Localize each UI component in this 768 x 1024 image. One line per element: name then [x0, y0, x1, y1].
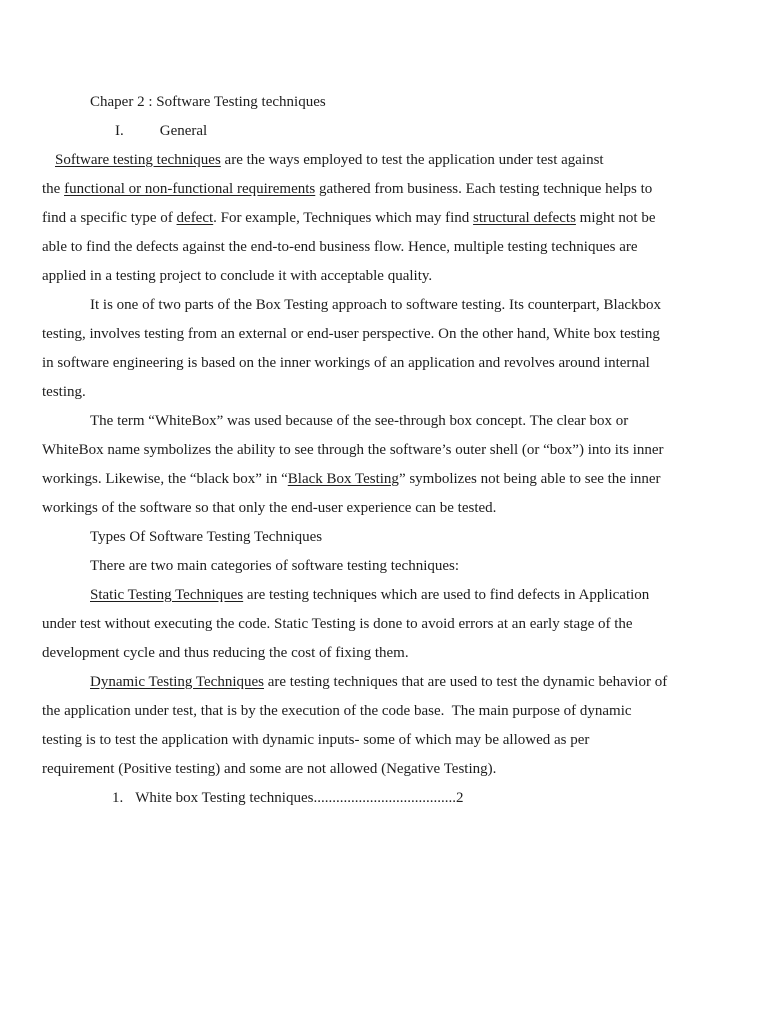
text-segment: testing is to test the application with dynamic inputs- some of which may be allowed as per	[42, 732, 590, 748]
underlined-text-segment: Software testing techniques	[55, 152, 221, 168]
text-segment: workings. Likewise, the “black box” in “	[42, 471, 288, 487]
document-line	[42, 465, 732, 494]
document-line	[42, 494, 732, 523]
document-line	[42, 378, 732, 407]
text-segment: workings of the software so that only the end-user experience can be tested.	[42, 500, 497, 516]
document-line	[42, 146, 732, 175]
text-segment: I.	[115, 123, 124, 139]
underlined-text-segment: functional or non-functional requirements	[64, 181, 316, 197]
document-line	[42, 291, 732, 320]
underlined-text-segment: Static Testing Techniques	[90, 587, 244, 603]
document-line	[42, 175, 732, 204]
text-segment: requirement (Positive testing) and some are not allowed (Negative Testing).	[42, 761, 497, 777]
document-line	[42, 552, 732, 581]
document-line	[42, 117, 732, 146]
text-segment: It is one of two parts of the Box Testing approach to software testing. Its counterpart, Blackbox	[90, 297, 662, 313]
document-line	[42, 610, 732, 639]
text-segment: ” symbolizes not being able to see the inner	[398, 471, 661, 487]
document-line	[42, 668, 732, 697]
text-segment: development cycle and thus reducing the cost of fixing them.	[42, 645, 409, 661]
document-line	[42, 726, 732, 755]
text-segment: are testing techniques that are used to test the dynamic behavior of	[263, 674, 668, 690]
text-segment: under test without executing the code. Static Testing is done to avoid errors at an early stage of the	[42, 616, 633, 632]
document-line	[42, 523, 732, 552]
document-line	[42, 407, 732, 436]
document-line	[42, 639, 732, 668]
document-line	[42, 204, 732, 233]
text-segment: testing.	[42, 384, 86, 400]
text-segment: able to find the defects against the end-to-end business flow. Hence, multiple testing techniques are	[42, 239, 638, 255]
document-line	[42, 436, 732, 465]
text-segment: WhiteBox name symbolizes the ability to see through the software’s outer shell (or “box”) into its inner	[42, 442, 664, 458]
underlined-text-segment: Dynamic Testing Techniques	[90, 674, 264, 690]
document-line	[42, 233, 732, 262]
document-line	[42, 88, 732, 117]
text-segment: White box Testing techniques......................................2	[135, 790, 464, 806]
text-segment: find a specific type of	[42, 210, 177, 226]
text-segment: . For example, Techniques which may find	[213, 210, 474, 226]
text-segment: might not be	[575, 210, 656, 226]
document-content	[42, 88, 732, 813]
text-segment: in software engineering is based on the inner workings of an application and revolves around internal	[42, 355, 650, 371]
document-line	[42, 697, 732, 726]
text-segment: applied in a testing project to conclude it with acceptable quality.	[42, 268, 433, 284]
document-line	[42, 349, 732, 378]
document-line	[42, 784, 732, 813]
underlined-text-segment: structural defects	[473, 210, 576, 226]
text-segment: are testing techniques which are used to find defects in Application	[243, 587, 650, 603]
text-segment: Types Of Software Testing Techniques	[90, 529, 323, 545]
text-segment: the	[42, 181, 65, 197]
document-line	[42, 755, 732, 784]
underlined-text-segment: Black Box Testing	[287, 471, 399, 487]
text-segment: The term “WhiteBox” was used because of the see-through box concept. The clear box or	[90, 413, 629, 429]
text-segment: testing, involves testing from an external or end-user perspective. On the other hand, White box testing	[42, 326, 660, 342]
document-line	[42, 581, 732, 610]
text-segment: the application under test, that is by the execution of the code base. The main purpose of dynamic	[42, 703, 632, 719]
text-segment: General	[159, 123, 208, 139]
document-line	[42, 262, 732, 291]
document-line	[42, 320, 732, 349]
underlined-text-segment: defect	[176, 210, 214, 226]
text-segment: 1.	[112, 790, 124, 806]
text-segment: gathered from business. Each testing technique helps to	[315, 181, 653, 197]
text-segment: are the ways employed to test the application under test against	[220, 152, 604, 168]
text-segment: There are two main categories of software testing techniques:	[90, 558, 460, 574]
text-segment: Chaper 2 : Software Testing techniques	[90, 94, 326, 110]
